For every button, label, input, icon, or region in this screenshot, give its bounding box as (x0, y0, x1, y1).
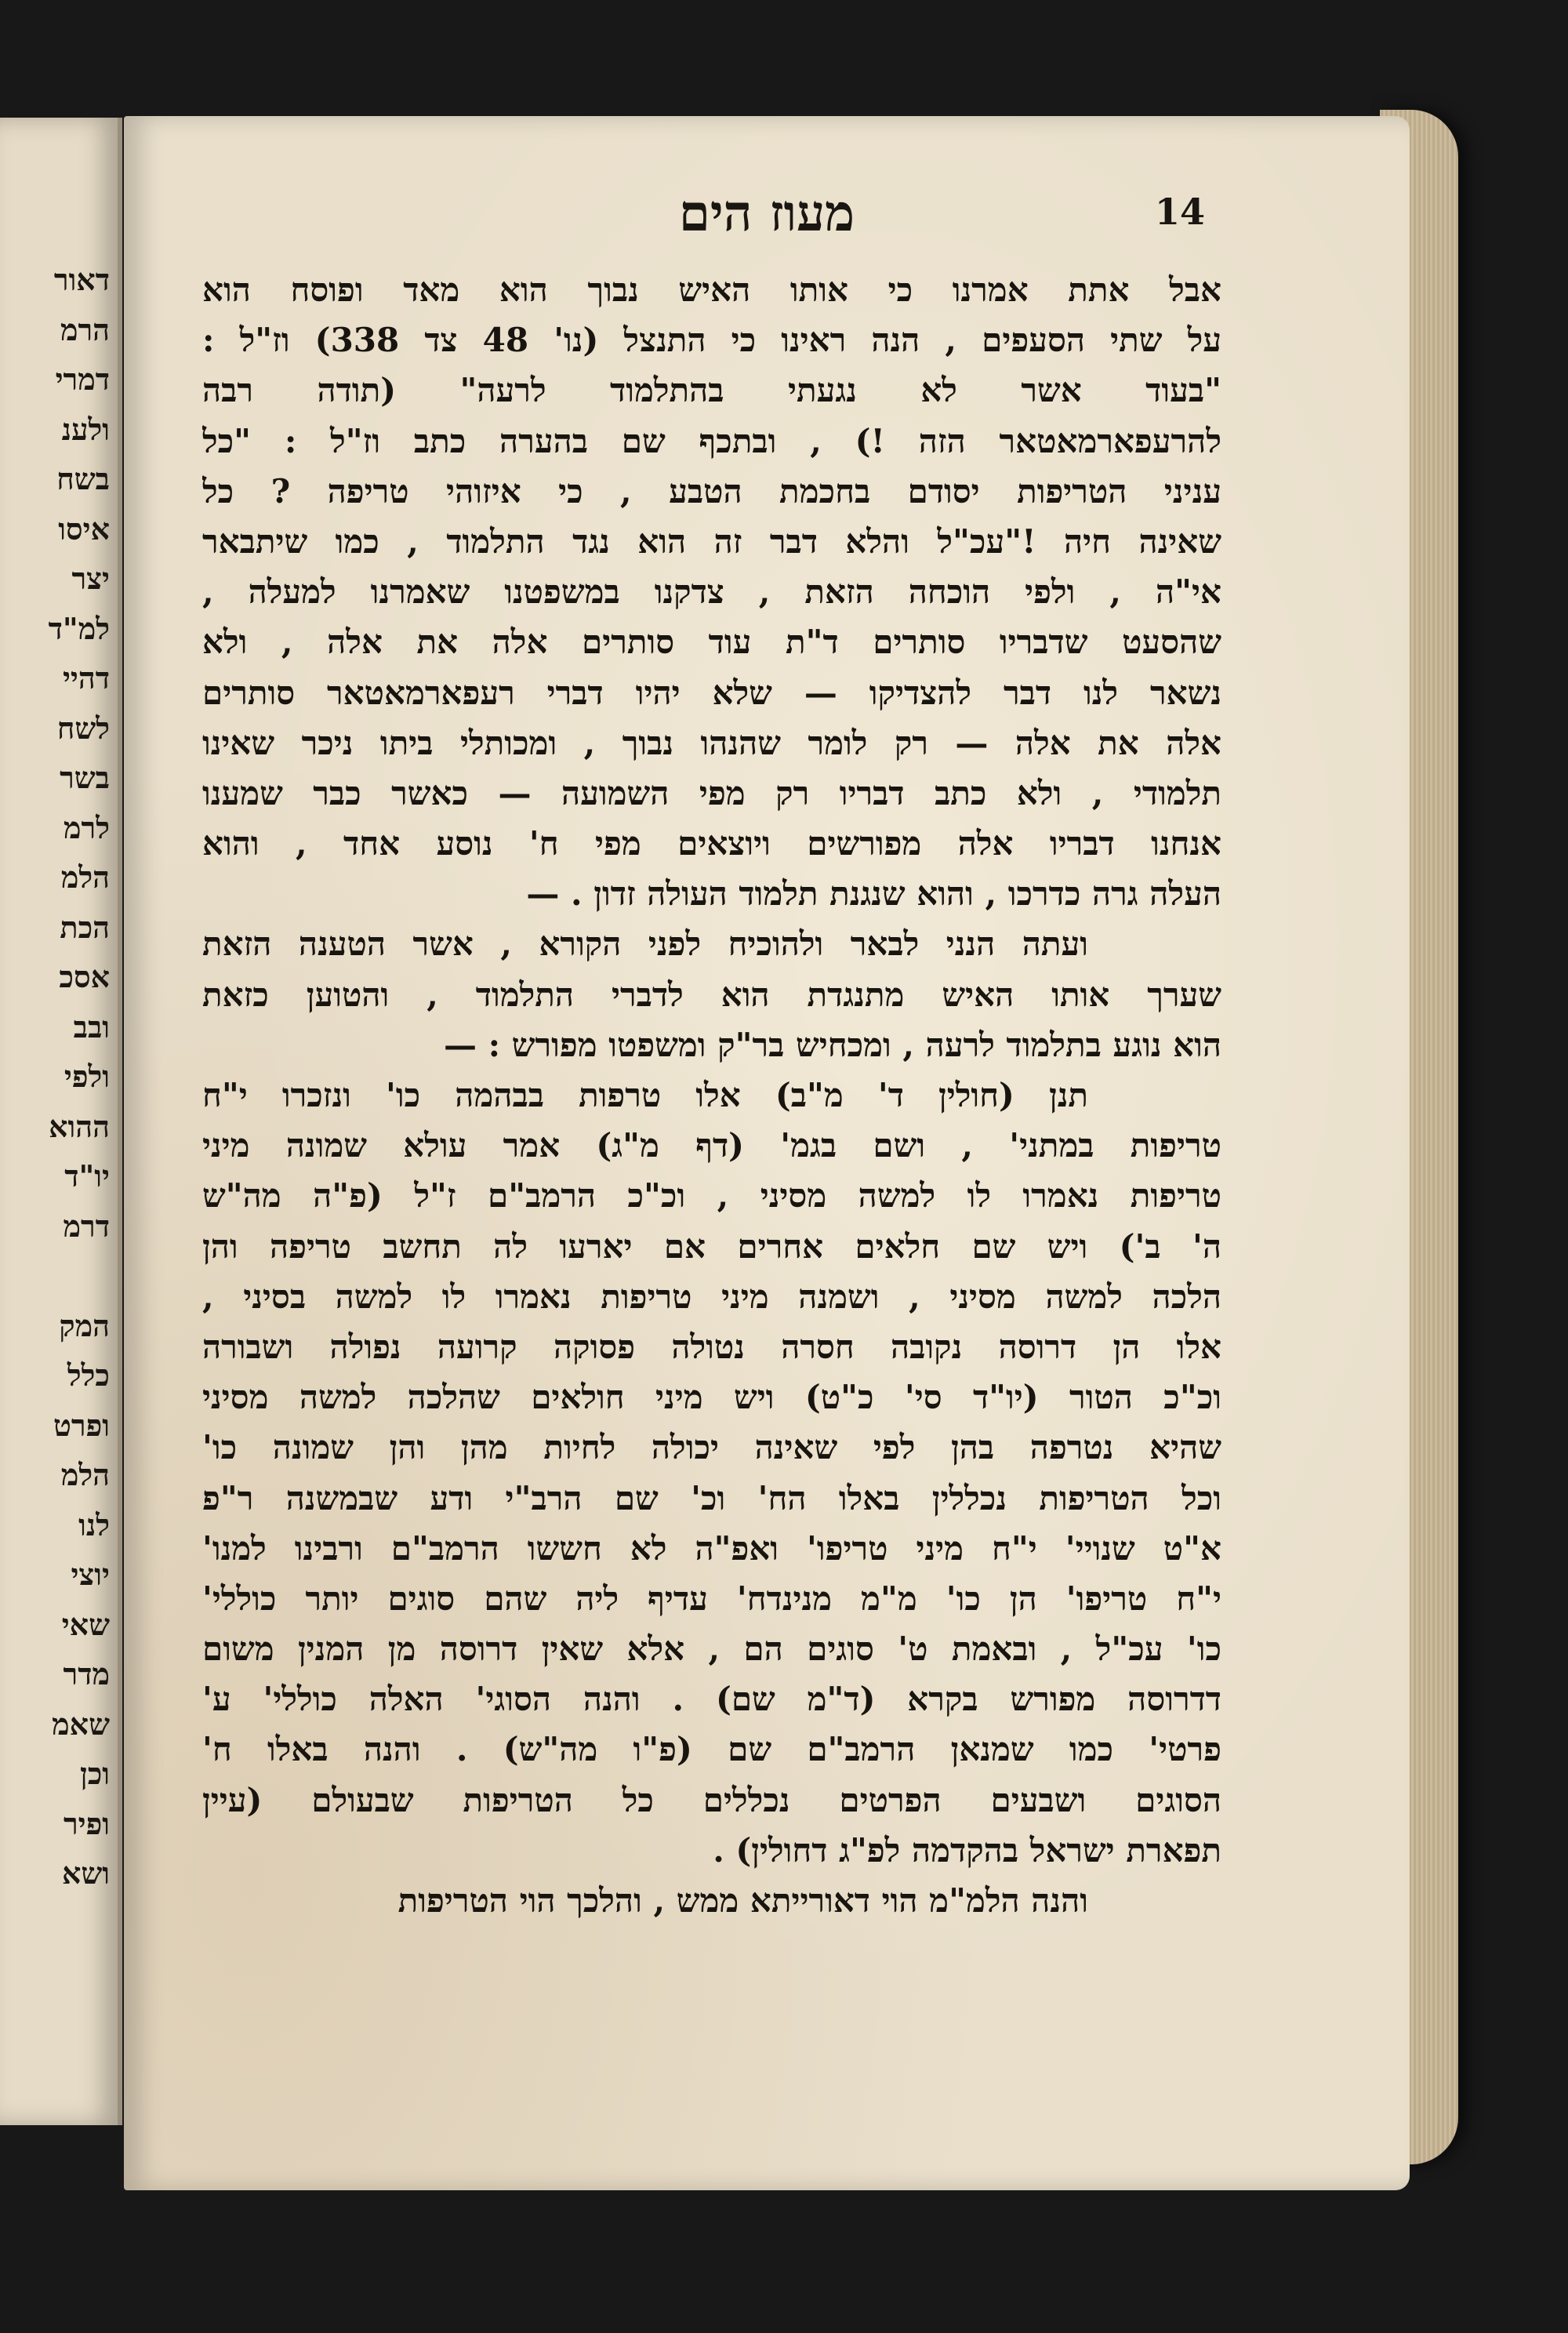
facing-line: אסכ (59, 959, 110, 994)
facing-line: שאמ (52, 1706, 110, 1742)
text-line: הוא נוגע בתלמוד לרעה , ומכחיש בר"ק ומשפטו מפורש : — (443, 1025, 1221, 1064)
text-line: ה' ב') ויש שם חלאים אחרים אם יארעו לה תחשב טריפה והן (202, 1226, 1221, 1266)
facing-line: איסו (58, 511, 110, 547)
text-line: וכ"כ הטור (יו"ד סי' כ"ט) ויש מיני חולאים שהלכה למשה מסיני (202, 1378, 1221, 1417)
facing-line: יצר (71, 561, 110, 596)
facing-line: דרמ (63, 1208, 110, 1244)
facing-line: בשר (60, 760, 110, 795)
facing-line (0, 1251, 110, 1301)
facing-line: מדר (63, 1656, 110, 1692)
book-page (124, 116, 1410, 2190)
text-line: הלכה למשה מסיני , ושמנה מיני טריפות נאמרו לו למשה בסיני , (202, 1277, 1221, 1316)
facing-line: ופיר (63, 1805, 110, 1841)
facing-line: ושא (61, 1855, 110, 1891)
text-line: אי"ה , ולפי הוכחה הזאת , צדקנו במשפטנו שאמרנו למעלה , (202, 572, 1221, 612)
text-line: הסוגים ושבעים הפרטים נכללים כל הטריפות שבעולם (עיין (202, 1780, 1221, 1819)
facing-line: יוצי (71, 1557, 110, 1592)
running-head (124, 184, 1410, 253)
facing-line: הרמ (60, 311, 110, 347)
text-line: י"ח טריפו' הן כו' מ"מ מנינדח' עדיף ליה שהם סוגים יותר כוללי' (202, 1579, 1221, 1618)
text-line: שאינה חיה !"עכ"ל והלא דבר זה הוא נגד התלמוד , כמו שיתבאר (202, 521, 1221, 561)
text-line: נשאר לנו דבר להצדיקו — שלא יהיו דברי רעפארמאטאר סותרים (202, 673, 1221, 712)
facing-line: הלמ (60, 859, 110, 895)
text-line: תלמודי , ולא כתב דבריו רק מפי השמועה — כאשר כבר שמענו (202, 773, 1221, 812)
facing-line: דאור (53, 262, 110, 297)
page-title: מעוז הים (678, 184, 855, 243)
text-line: ועתה הנני לבאר ולהוכיח לפני הקורא , אשר הטענה הזאת (202, 925, 1088, 964)
facing-line: ההוא (49, 1108, 110, 1144)
facing-line: ופרט (53, 1407, 110, 1443)
facing-line: לנו (78, 1506, 110, 1543)
facing-line: ובב (73, 1008, 110, 1045)
facing-line: בשח (56, 461, 110, 496)
text-line: שהיא נטרפה בהן לפי שאינה יכולה לחיות מהן והן שמונה כו' (202, 1428, 1221, 1467)
facing-page-text (0, 255, 110, 1899)
facing-line: שאי (61, 1606, 110, 1642)
text-line: וכל הטריפות נכללין באלו הח' וכ' שם הרב"י ודע שבמשנה ר"פ (202, 1478, 1221, 1517)
text-line: שהסעט שדבריו סותרים ד"ת עוד סותרים אלה את אלה , ולא (202, 623, 1221, 662)
text-line: דדרוסה מפורש בקרא (ד"מ שם) . והנה הסוגי' האלה כוללי' ע' (202, 1680, 1221, 1719)
facing-line: למ"ד (48, 610, 110, 646)
text-line: על שתי הסעפים , הנה ראינו כי התנצל (נו' 48 צד 338) וז"ל : (202, 321, 1221, 360)
text-line: עניני הטריפות יסודם בחכמת הטבע , כי איזוהי טריפה ? כל (202, 471, 1221, 511)
text-line: שערך אותו האיש מתנגדת הוא לדברי התלמוד , והטוען כזאת (202, 975, 1221, 1014)
facing-line: ולפי (64, 1059, 110, 1094)
facing-line: דמרי (55, 362, 110, 397)
text-line: אלו הן דרוסה נקובה חסרה נטולה פסוקה קרועה נפולה ושבורה (202, 1327, 1221, 1366)
facing-line: לרמ (64, 809, 110, 845)
text-line: תפארת ישראל בהקדמה לפ"ג דחולין) . (713, 1830, 1221, 1870)
text-line: להרעפארמאטאר הזה !) , ובתכף שם בהערה כתב וז"ל : "כל (202, 421, 1221, 460)
text-line: העלה גרה כדרכו , והוא שנגנת תלמוד העולה זדון . — (526, 874, 1221, 914)
text-line: כו' עכ"ל , ובאמת ט' סוגים הם , אלא שאין דרוסה מן המנין משום (202, 1630, 1221, 1669)
text-line: אנחנו דבריו אלה מפורשים ויוצאים מפי ח' נוסע אחד , והוא (202, 824, 1221, 863)
facing-line: כלל (67, 1357, 110, 1393)
facing-line: המק (59, 1307, 110, 1343)
body-text (202, 265, 1221, 1926)
text-line: תנן (חולין ד' מ"ב) אלו טרפות בבהמה כו' ונזכרו י"ח (202, 1076, 1088, 1114)
facing-line: הכת (60, 909, 110, 945)
text-line: "בעוד אשר לא נגעתי בהתלמוד לרעה" (תודה רבה (202, 371, 1221, 410)
text-line: אבל אתת אמרנו כי אותו האיש נבוך הוא מאד ופוסח הוא (202, 271, 1221, 309)
text-line: טריפות במתני' , ושם בגמ' (דף מ"ג) אמר עולא שמונה מיני (202, 1126, 1221, 1165)
facing-line: יו"ד (64, 1158, 110, 1194)
text-line: פרטי' כמו שמנאן הרמב"ם שם (פ"ו מה"ש) . והנה באלו ח' (202, 1730, 1221, 1769)
text-line: טריפות נאמרו לו למשה מסיני , וכ"כ הרמב"ם ז"ל (פ"ה מה"ש (202, 1176, 1221, 1216)
facing-line: הלמ (60, 1457, 110, 1492)
text-line: א"ט שנויי' י"ח מיני טריפו' ואפ"ה לא חששו הרמב"ם ורבינו למנו' (202, 1528, 1221, 1568)
text-line: אלה את אלה — רק לומר שהנהו נבוך , ומכותלי ביתו ניכר שאינו (202, 723, 1221, 762)
facing-line: וכן (80, 1756, 110, 1791)
text-line: והנה הלמ"מ הוי דאורייתא ממש , והלכך הוי הטריפות (397, 1881, 1088, 1920)
facing-page (0, 118, 122, 2125)
facing-line: לשח (56, 710, 110, 746)
page-number: 14 (1155, 191, 1206, 233)
facing-line: ולענ (61, 411, 110, 447)
facing-line: דהיי (62, 660, 110, 696)
